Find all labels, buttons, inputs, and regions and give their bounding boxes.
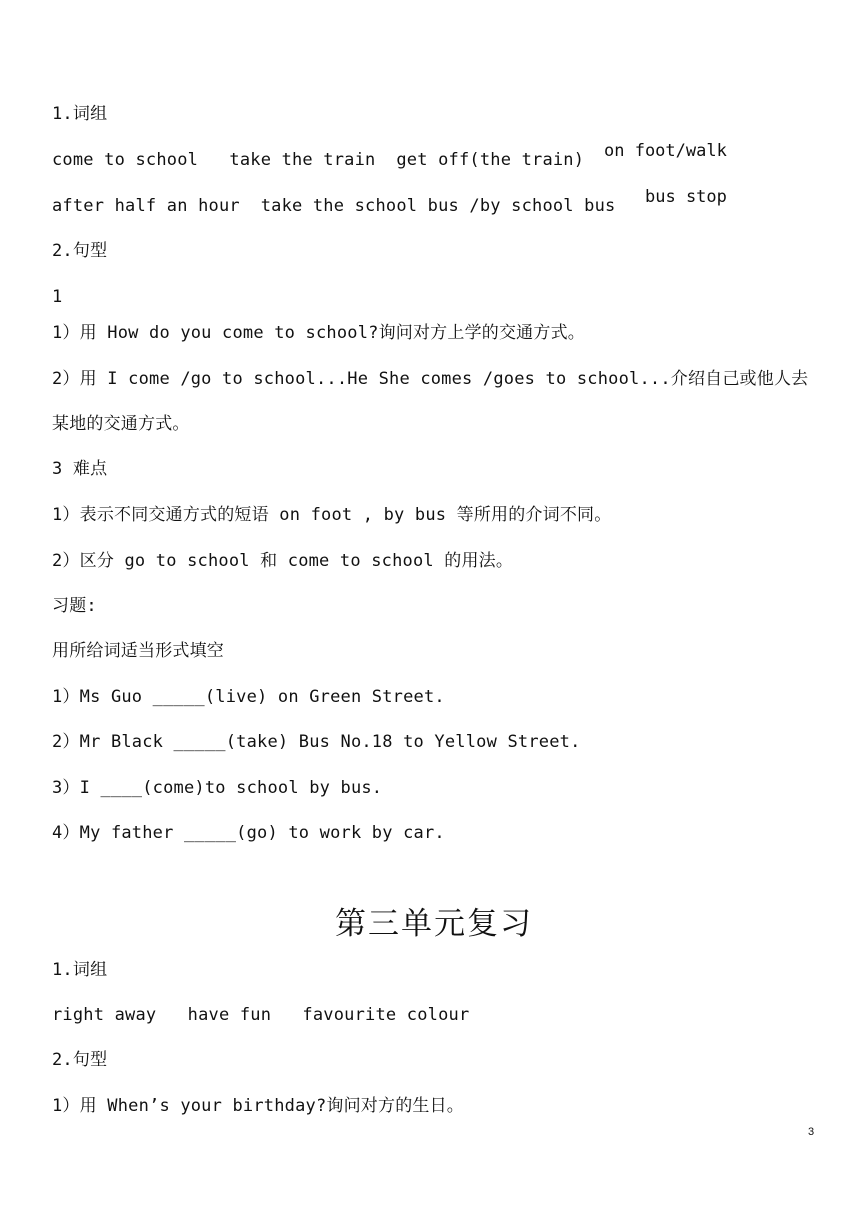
phrases-row-unit3: right away have fun favourite colour [52,1005,470,1025]
heading-difficulty: 3 难点 [52,459,108,479]
phrase-bus-stop: bus stop [645,187,727,207]
difficulty-item-1: 1）表示不同交通方式的短语 on foot , by bus 等所用的介词不同。 [52,505,612,525]
heading-exercises: 习题: [52,596,97,616]
exercise-instruction: 用所给词适当形式填空 [52,641,224,661]
heading-phrases: 1.词组 [52,104,108,124]
pattern-item-1: 1）用 How do you come to school?询问对方上学的交通方式。 [52,323,585,343]
page-number: 3 [808,1126,815,1138]
heading-phrases-unit3: 1.词组 [52,960,108,980]
pattern-item-1-unit3: 1）用 When’s your birthday?询问对方的生日。 [52,1096,465,1116]
exercise-item-3: 3）I ____(come)to school by bus. [52,778,383,798]
heading-sentence-patterns: 2.句型 [52,241,108,261]
pattern-number: 1 [52,287,63,307]
phrases-row-2: after half an hour take the school bus /by school bus [52,196,616,216]
pattern-item-2-continued: 某地的交通方式。 [52,414,190,434]
difficulty-item-2: 2）区分 go to school 和 come to school 的用法。 [52,551,514,571]
phrases-row-1: come to school take the train get off(the train) [52,150,585,170]
phrase-on-foot: on foot/walk [604,141,727,161]
exercise-item-4: 4）My father _____(go) to work by car. [52,823,445,843]
heading-sentence-patterns-unit3: 2.句型 [52,1050,108,1070]
exercise-item-1: 1）Ms Guo _____(live) on Green Street. [52,687,445,707]
unit-three-review-title: 第三单元复习 [335,906,533,942]
exercise-item-2: 2）Mr Black _____(take) Bus No.18 to Yellow Street. [52,732,581,752]
pattern-item-2: 2）用 I come /go to school...He She comes /goes to school...介绍自己或他人去 [52,369,809,389]
